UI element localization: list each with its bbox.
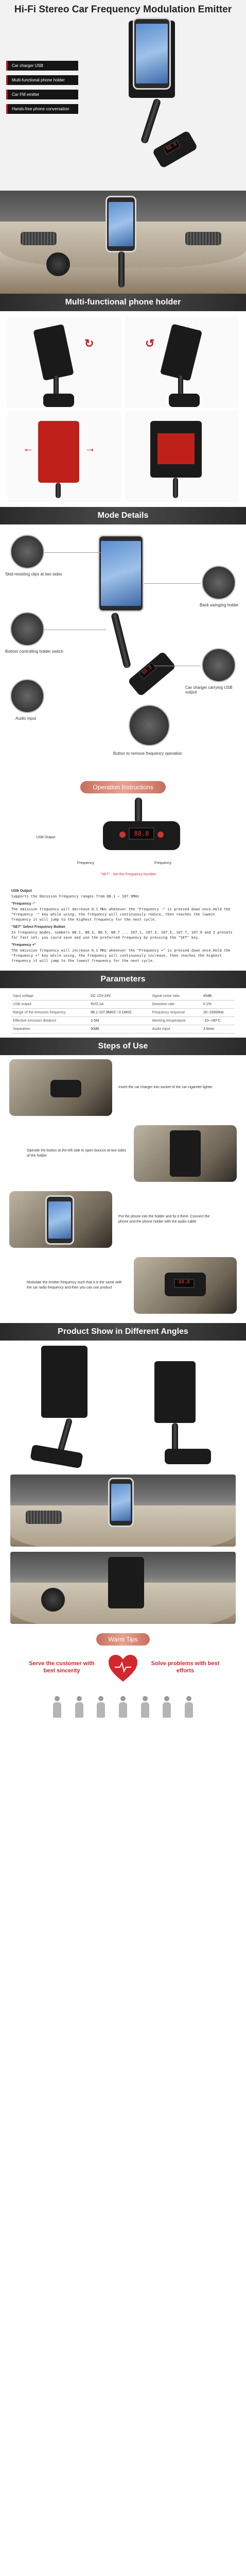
holder-demo-image (7, 316, 121, 408)
person-icon (95, 1696, 107, 1719)
step-item (9, 1057, 237, 1118)
mode-label: Button to remove frequency operation (113, 751, 182, 756)
detail-circle (10, 679, 44, 713)
section-header-mode: Mode Details (0, 507, 246, 524)
tip-left: Serve the customer with best sincerity (29, 1660, 95, 1674)
tip-right: Solve problems with best efforts (151, 1660, 220, 1674)
detail-circle (202, 648, 236, 682)
table-row: Effective emission distance 2-5M Working temperature -10~+60°C (11, 1017, 235, 1025)
frequency-down-label: Frequency (77, 861, 95, 865)
step-item (9, 1189, 237, 1250)
angle-photo (154, 1361, 196, 1423)
table-row: Separation 60dB Audio input 3.5mm (11, 1025, 235, 1033)
section-header-warm (0, 1629, 246, 1650)
feature-tags (6, 61, 78, 118)
section-header-holder: Multi-functional phone holder (0, 294, 246, 311)
feature-tag: Multi-functional phone holder (6, 75, 78, 85)
detail-circle (129, 705, 170, 746)
steps-of-use (0, 1055, 246, 1323)
rotate-arrow-icon: ↺ (145, 337, 155, 350)
feature-tag: Car FM emitter (6, 90, 78, 99)
rotate-arrow-icon: ↻ (84, 337, 94, 350)
holder-demo-image (125, 411, 239, 502)
person-icon (51, 1696, 63, 1719)
angle-photo (10, 1552, 236, 1624)
detail-circle (10, 535, 44, 569)
angle-photo (41, 1346, 87, 1418)
holder-demo-image (7, 411, 121, 502)
operation-instructions (0, 885, 246, 971)
section-header-angles: Product Show in Different Angles (0, 1323, 246, 1341)
step-item (9, 1123, 237, 1184)
hero-title: Hi-Fi Stereo Car Frequency Modulation Emitter (14, 4, 232, 15)
mode-label: Car charger carrying USB output (185, 685, 233, 694)
pill-title: Operation Instructions (80, 781, 165, 793)
angles-gallery (0, 1341, 246, 1629)
heart-icon (108, 1654, 138, 1683)
left-arrow-icon: ← (23, 442, 34, 454)
step-item (9, 1255, 237, 1316)
mode-label: Bottom controlling holder switch (5, 649, 63, 654)
person-icon (117, 1696, 129, 1719)
instruction-item: "Frequency +" The emission frequency will increase 0.1 MHz whenever the "Frequency +" is pressed down once.Hold the "Frequency +" key while using, the frequency will continuously increase, then reaches the highest frequency it will jump to the lowest frequency for the next cycle. (11, 943, 231, 963)
product-image (98, 535, 144, 612)
hero-section (0, 0, 246, 191)
holder-demo-image (125, 316, 239, 408)
person-icon (139, 1696, 151, 1719)
detail-circle (202, 566, 236, 600)
hero-product-image (98, 21, 201, 185)
mode-label: Skid-resisting clips at two sides (5, 572, 62, 577)
instruction-item: USB Output Supports the Emission Frequency ranges from 88.1 ~ 107.9MHz (11, 889, 139, 899)
step-photo (134, 1125, 237, 1182)
table-row: Range of the emission frequency 88.1-107.9MHZ / 0.1MHZ Frequency response 20~15000Hz (11, 1009, 235, 1017)
fm-display: 88.8 (163, 140, 181, 155)
person-icon (161, 1696, 172, 1719)
set-label: "SET" : Set the Frequency Number (100, 873, 156, 876)
fm-display: 88.8 (174, 1279, 195, 1288)
parameters-table (0, 988, 246, 1038)
feature-tag: Car charger USB (6, 61, 78, 71)
right-arrow-icon: → (84, 442, 96, 454)
person-icon (74, 1696, 85, 1719)
person-icon (183, 1696, 195, 1719)
usb-output-label: USB Output (36, 836, 56, 839)
step-photo (9, 1191, 112, 1248)
pill-title: Warm Tips (96, 1633, 150, 1646)
section-header-operation (0, 777, 246, 798)
frequency-up-label: Frequency (154, 861, 172, 865)
instruction-item: "Frequency -" The emission frequency will decrease 0.1 MHz whenever the "Frequency -" is pressed down once.Hold the "Frequency -" key while using, the frequency will continuously reduce, then reaches the lowest frequency it will jump to the highest frequency for the next cycle. (11, 902, 231, 922)
section-header-parameters: Parameters (0, 971, 246, 988)
table-row: Input voltage DC 12V-24V Signal noise ratio 45dB (11, 992, 235, 1001)
angle-photo (10, 1475, 236, 1547)
mode-details-section (0, 524, 246, 777)
step-text: Insert the car charger into socket of the car cigarette lighter (118, 1086, 213, 1089)
feature-tag: Hands-free phone conversation (6, 104, 78, 114)
fm-display: 88.8 (129, 827, 154, 840)
holder-demo-grid (0, 311, 246, 507)
detail-circle (10, 612, 44, 646)
step-text: Modulate the emitter frequency such that it is the same with the car radio frequency and then you can use product (27, 1281, 122, 1290)
mode-label: Audio input (15, 716, 37, 721)
car-interior-photo (0, 191, 246, 294)
mode-label: Back swinging holder (200, 603, 239, 607)
step-photo (134, 1257, 237, 1314)
people-icons (51, 1696, 195, 1719)
step-photo (9, 1059, 112, 1116)
step-text: Operate the button at the left side to open bounce at two sides of the holder (27, 1149, 127, 1158)
section-header-steps: Steps of Use (0, 1038, 246, 1055)
fm-display: 88.8 (138, 662, 157, 680)
warm-tips (0, 1650, 246, 1742)
operation-diagram (0, 798, 246, 885)
instruction-item: "SET" Select Frequency Button In frequency modes, numbers 88.1, 88.3, 88.5, 88.7 ... 107.1, 107.3, 107.5, 107.7, 107.9 and 2 presets for fast set; you could save and use the preferred frequency by pressing the "SET" key. (11, 925, 233, 940)
table-row: USB output 5V/2.1A Distortion rate 0.1% (11, 1001, 235, 1009)
step-text: Put the phone into the holder and fix it there. Connect the phone and the phone holder with the audio cable (118, 1215, 210, 1224)
